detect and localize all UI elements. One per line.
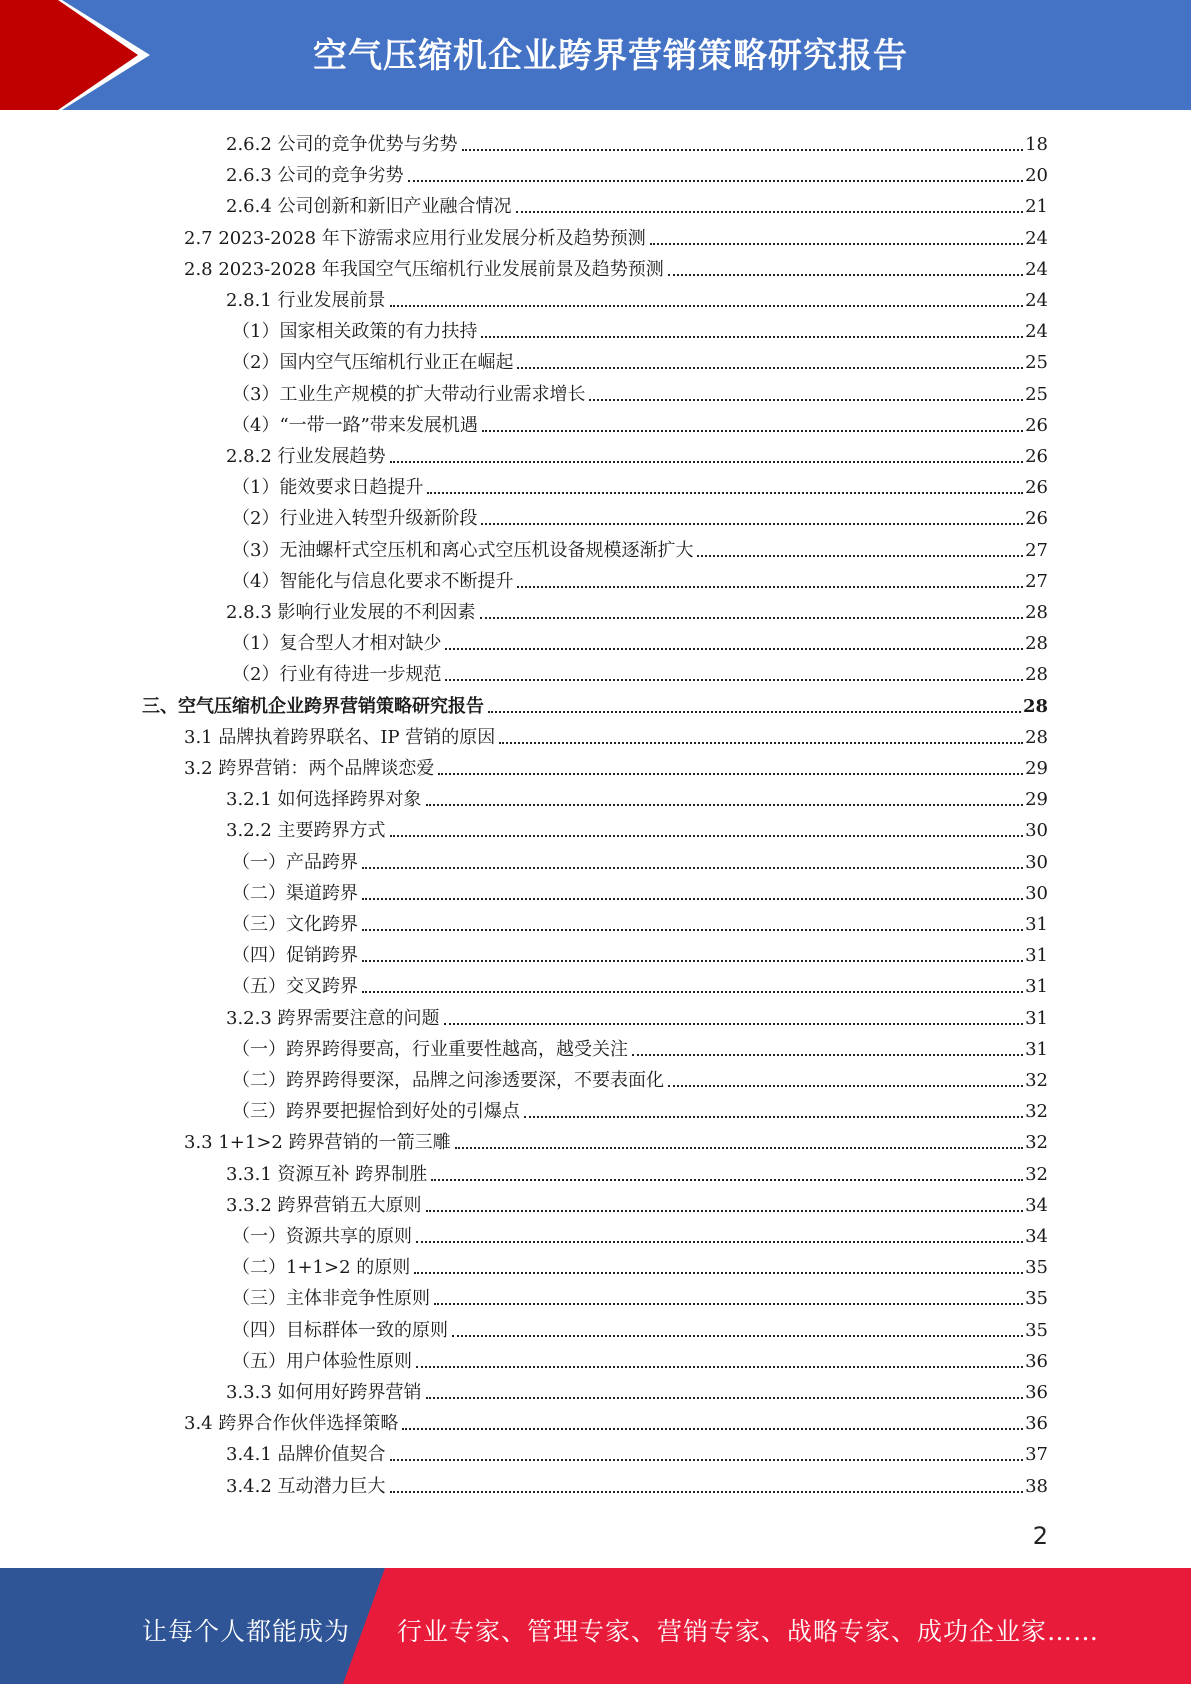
toc-entry-page: 32 xyxy=(1025,1163,1048,1185)
toc-entry[interactable] xyxy=(232,1033,1048,1061)
toc-entry[interactable] xyxy=(232,1251,1048,1279)
toc-entry-label: （1）复合型人才相对缺少 xyxy=(232,633,442,655)
dot-leader xyxy=(452,1335,1023,1337)
dot-leader xyxy=(481,523,1023,525)
toc-entry-label: 2.8.3 影响行业发展的不利因素 xyxy=(226,602,476,623)
toc-entry[interactable] xyxy=(226,159,1048,187)
toc-entry-page: 24 xyxy=(1025,227,1048,249)
toc-entry-page: 32 xyxy=(1025,1101,1048,1123)
toc-entry-label: 三、空气压缩机企业跨界营销策略研究报告 xyxy=(142,695,484,717)
toc-entry-page: 30 xyxy=(1025,851,1048,873)
toc-entry[interactable] xyxy=(232,409,1048,437)
toc-entry-label: 3.1 品牌执着跨界联名、IP 营销的原因 xyxy=(184,726,496,748)
toc-entry-page: 26 xyxy=(1025,477,1048,499)
toc-entry[interactable] xyxy=(232,565,1048,593)
toc-entry-page: 31 xyxy=(1025,914,1048,935)
toc-entry-page: 32 xyxy=(1025,1132,1048,1154)
dot-leader xyxy=(426,804,1024,806)
toc-entry-label: （4）智能化与信息化要求不断提升 xyxy=(232,570,514,592)
toc-entry-label: （五）交叉跨界 xyxy=(232,976,358,998)
toc-entry-page: 20 xyxy=(1025,165,1048,187)
toc-entry[interactable] xyxy=(232,658,1048,686)
toc-entry-page: 36 xyxy=(1025,1413,1048,1435)
toc-entry-page: 35 xyxy=(1025,1257,1048,1279)
toc-entry-page: 29 xyxy=(1025,789,1048,811)
dot-leader xyxy=(416,1366,1023,1368)
dot-leader xyxy=(488,711,1021,713)
toc-entry[interactable] xyxy=(232,471,1048,499)
toc-entry-page: 31 xyxy=(1025,1038,1048,1060)
page-number: 2 xyxy=(1032,1522,1048,1550)
toc-entry[interactable] xyxy=(226,596,1048,624)
toc-entry-label: 3.2.1 如何选择跨界对象 xyxy=(226,789,422,811)
document-title: 空气压缩机企业跨界营销策略研究报告 xyxy=(313,36,908,76)
slogan-left: 让每个人都能成为 xyxy=(142,1617,351,1646)
toc-entry-page: 31 xyxy=(1025,1007,1048,1029)
toc-entry-page: 26 xyxy=(1025,414,1048,436)
toc-entry[interactable] xyxy=(184,721,1048,749)
toc-entry-label: （二）跨界跨得要深，品牌之问渗透要深，不要表面化 xyxy=(232,1070,664,1091)
toc-entry[interactable] xyxy=(232,502,1048,530)
dot-leader xyxy=(408,180,1024,182)
dot-leader xyxy=(426,1397,1024,1399)
toc-entry-label: （四）目标群体一致的原则 xyxy=(232,1319,448,1341)
toc-entry-page: 30 xyxy=(1025,882,1048,904)
toc-entry-page: 28 xyxy=(1025,726,1048,748)
toc-entry-page: 35 xyxy=(1025,1288,1048,1310)
toc-entry-page: 32 xyxy=(1025,1070,1048,1091)
dot-leader xyxy=(462,149,1024,151)
toc-entry-page: 28 xyxy=(1022,695,1048,717)
toc-entry-page: 27 xyxy=(1025,539,1048,561)
toc-entry-page: 24 xyxy=(1025,321,1048,343)
toc-entry-label: 3.4 跨界合作伙伴选择策略 xyxy=(184,1413,399,1435)
toc-entry[interactable] xyxy=(226,1189,1048,1217)
toc-entry-page: 28 xyxy=(1025,664,1048,686)
toc-entry[interactable] xyxy=(232,1095,1048,1123)
dot-leader xyxy=(444,1023,1024,1025)
dot-leader xyxy=(445,648,1023,650)
toc-entry-label: 3.3.3 如何用好跨界营销 xyxy=(226,1382,422,1403)
toc-entry[interactable] xyxy=(232,1314,1048,1342)
dot-leader xyxy=(402,1428,1023,1430)
dot-leader xyxy=(390,461,1024,463)
dot-leader xyxy=(589,399,1023,401)
dot-leader xyxy=(455,1147,1024,1149)
toc-entry-label: 2.8.2 行业发展趋势 xyxy=(226,446,386,467)
dot-leader xyxy=(431,1179,1023,1181)
toc-entry-label: 2.6.4 公司创新和新旧产业融合情况 xyxy=(226,196,512,218)
toc-entry-label: （三）文化跨界 xyxy=(232,914,358,935)
dot-leader xyxy=(390,1491,1024,1493)
toc-entry-label: （三）跨界要把握恰到好处的引爆点 xyxy=(232,1101,520,1123)
toc-entry[interactable] xyxy=(232,1220,1048,1248)
dot-leader xyxy=(416,1241,1023,1243)
toc-entry[interactable] xyxy=(232,378,1048,406)
toc-entry-label: 3.3 1+1>2 跨界营销的一箭三雕 xyxy=(184,1132,451,1154)
dot-leader xyxy=(390,1459,1024,1461)
toc-entry-page: 25 xyxy=(1025,383,1048,405)
toc-entry[interactable] xyxy=(184,222,1048,250)
toc-entry-label: （一）产品跨界 xyxy=(232,851,358,873)
dot-leader xyxy=(480,617,1024,619)
toc-entry-label: 3.4.2 互动潜力巨大 xyxy=(226,1475,386,1497)
dot-leader xyxy=(650,243,1023,245)
dot-leader xyxy=(517,367,1023,369)
toc-entry-page: 36 xyxy=(1025,1350,1048,1372)
toc-entry-page: 21 xyxy=(1025,196,1048,218)
dot-leader xyxy=(390,305,1024,307)
toc-entry[interactable] xyxy=(226,1158,1048,1186)
toc-entry-label: （三）主体非竞争性原则 xyxy=(232,1288,430,1310)
toc-entry[interactable] xyxy=(226,440,1048,468)
dot-leader xyxy=(482,430,1023,432)
dot-leader xyxy=(524,1116,1023,1118)
toc-entry-label: 3.3.1 资源互补 跨界制胜 xyxy=(226,1163,428,1185)
toc-entry[interactable] xyxy=(184,1407,1048,1435)
dot-leader xyxy=(668,274,1023,276)
dot-leader xyxy=(517,586,1023,588)
toc-entry-label: （四）促销跨界 xyxy=(232,945,358,967)
toc-entry-label: （2）行业有待进一步规范 xyxy=(232,664,442,686)
dot-leader xyxy=(362,929,1023,931)
toc-entry-page: 28 xyxy=(1025,602,1048,623)
toc-entry-page: 31 xyxy=(1025,945,1048,967)
toc-entry[interactable] xyxy=(232,346,1048,374)
dot-leader xyxy=(499,742,1023,744)
toc-entry[interactable] xyxy=(232,970,1048,998)
toc-entry[interactable] xyxy=(226,1470,1048,1498)
dot-leader xyxy=(362,898,1023,900)
toc-entry-label: （3）无油螺杆式空压机和离心式空压机设备规模逐渐扩大 xyxy=(232,539,694,561)
dot-leader xyxy=(632,1054,1023,1056)
page-footer xyxy=(0,1568,1191,1684)
toc-entry-page: 24 xyxy=(1025,290,1048,311)
toc-entry-page: 31 xyxy=(1025,976,1048,998)
dot-leader xyxy=(414,1272,1023,1274)
toc-entry[interactable] xyxy=(226,1438,1048,1466)
toc-entry-page: 34 xyxy=(1025,1226,1048,1247)
toc-entry-page: 25 xyxy=(1025,352,1048,374)
toc-entry-page: 37 xyxy=(1025,1444,1048,1466)
toc-entry[interactable] xyxy=(232,315,1048,343)
toc-entry-label: 2.6.3 公司的竞争劣势 xyxy=(226,165,404,187)
toc-entry[interactable] xyxy=(142,690,1048,718)
toc-entry-page: 29 xyxy=(1025,758,1048,779)
toc-entry-label: 3.4.1 品牌价值契合 xyxy=(226,1444,386,1466)
toc-entry-label: 3.2.3 跨界需要注意的问题 xyxy=(226,1007,440,1029)
toc-entry[interactable] xyxy=(232,627,1048,655)
dot-leader xyxy=(438,773,1023,775)
toc-entry-label: （4）“一带一路”带来发展机遇 xyxy=(232,414,478,436)
toc-entry[interactable] xyxy=(226,1002,1048,1030)
toc-entry-label: （一）跨界跨得要高，行业重要性越高，越受关注 xyxy=(232,1038,628,1060)
toc-entry-page: 30 xyxy=(1025,820,1048,842)
toc-entry-page: 27 xyxy=(1025,570,1048,592)
dot-leader xyxy=(362,960,1023,962)
dot-leader xyxy=(390,835,1024,837)
page-header xyxy=(0,0,1191,110)
toc-entry[interactable] xyxy=(232,939,1048,967)
toc-entry-page: 34 xyxy=(1025,1194,1048,1216)
toc-entry-label: 3.2 跨界营销：两个品牌谈恋爱 xyxy=(184,758,435,779)
toc-entry-label: （五）用户体验性原则 xyxy=(232,1350,412,1372)
toc-entry[interactable] xyxy=(232,908,1048,936)
toc-entry-label: （1）能效要求日趋提升 xyxy=(232,477,424,499)
dot-leader xyxy=(668,1085,1023,1087)
toc-entry[interactable] xyxy=(232,534,1048,562)
dot-leader xyxy=(427,492,1023,494)
toc-entry-label: （二）渠道跨界 xyxy=(232,882,358,904)
toc-entry[interactable] xyxy=(226,814,1048,842)
dot-leader xyxy=(445,679,1023,681)
toc-entry-label: （1）国家相关政策的有力扶持 xyxy=(232,321,478,343)
toc-entry[interactable] xyxy=(184,1126,1048,1154)
toc-entry-label: 2.6.2 公司的竞争优势与劣势 xyxy=(226,134,458,155)
toc-entry-page: 26 xyxy=(1025,446,1048,467)
toc-entry-label: （一）资源共享的原则 xyxy=(232,1226,412,1247)
toc-entry-page: 28 xyxy=(1025,633,1048,655)
dot-leader xyxy=(362,867,1023,869)
toc-entry-label: 3.3.2 跨界营销五大原则 xyxy=(226,1194,422,1216)
toc-entry[interactable] xyxy=(232,877,1048,905)
toc-entry[interactable] xyxy=(232,1064,1048,1092)
toc-entry-label: 2.8 2023-2028 年我国空气压缩机行业发展前景及趋势预测 xyxy=(184,258,664,280)
slogan-right: 行业专家、管理专家、营销专家、战略专家、成功企业家…… xyxy=(397,1617,1100,1646)
toc-entry[interactable] xyxy=(184,752,1048,780)
toc-entry[interactable] xyxy=(232,1282,1048,1310)
toc-entry-label: 3.2.2 主要跨界方式 xyxy=(226,820,386,842)
toc-entry-label: （3）工业生产规模的扩大带动行业需求增长 xyxy=(232,383,586,405)
toc-entry-page: 36 xyxy=(1025,1382,1048,1403)
toc-entry-label: 2.7 2023-2028 年下游需求应用行业发展分析及趋势预测 xyxy=(184,227,646,249)
dot-leader xyxy=(362,991,1023,993)
toc-entry[interactable] xyxy=(226,128,1048,156)
toc-entry-page: 26 xyxy=(1025,508,1048,530)
toc-entry-label: 2.8.1 行业发展前景 xyxy=(226,290,386,311)
toc-entry[interactable] xyxy=(226,284,1048,312)
toc-entry-page: 38 xyxy=(1025,1475,1048,1497)
toc-entry[interactable] xyxy=(226,1376,1048,1404)
toc-entry-page: 24 xyxy=(1025,258,1048,280)
dot-leader xyxy=(516,211,1024,213)
toc-entry[interactable] xyxy=(232,846,1048,874)
dot-leader xyxy=(697,555,1023,557)
dot-leader xyxy=(434,1303,1023,1305)
toc-entry[interactable] xyxy=(232,1345,1048,1373)
dot-leader xyxy=(481,336,1023,338)
toc-entry-label: （二）1+1>2 的原则 xyxy=(232,1257,411,1279)
toc-entry-page: 18 xyxy=(1025,134,1048,155)
toc-entry-page: 35 xyxy=(1025,1319,1048,1341)
toc-entry[interactable] xyxy=(226,783,1048,811)
dot-leader xyxy=(426,1210,1024,1212)
toc-entry-label: （2）国内空气压缩机行业正在崛起 xyxy=(232,352,514,374)
toc-entry[interactable] xyxy=(184,253,1048,281)
toc-entry[interactable] xyxy=(226,190,1048,218)
toc-entry-label: （2）行业进入转型升级新阶段 xyxy=(232,508,478,530)
